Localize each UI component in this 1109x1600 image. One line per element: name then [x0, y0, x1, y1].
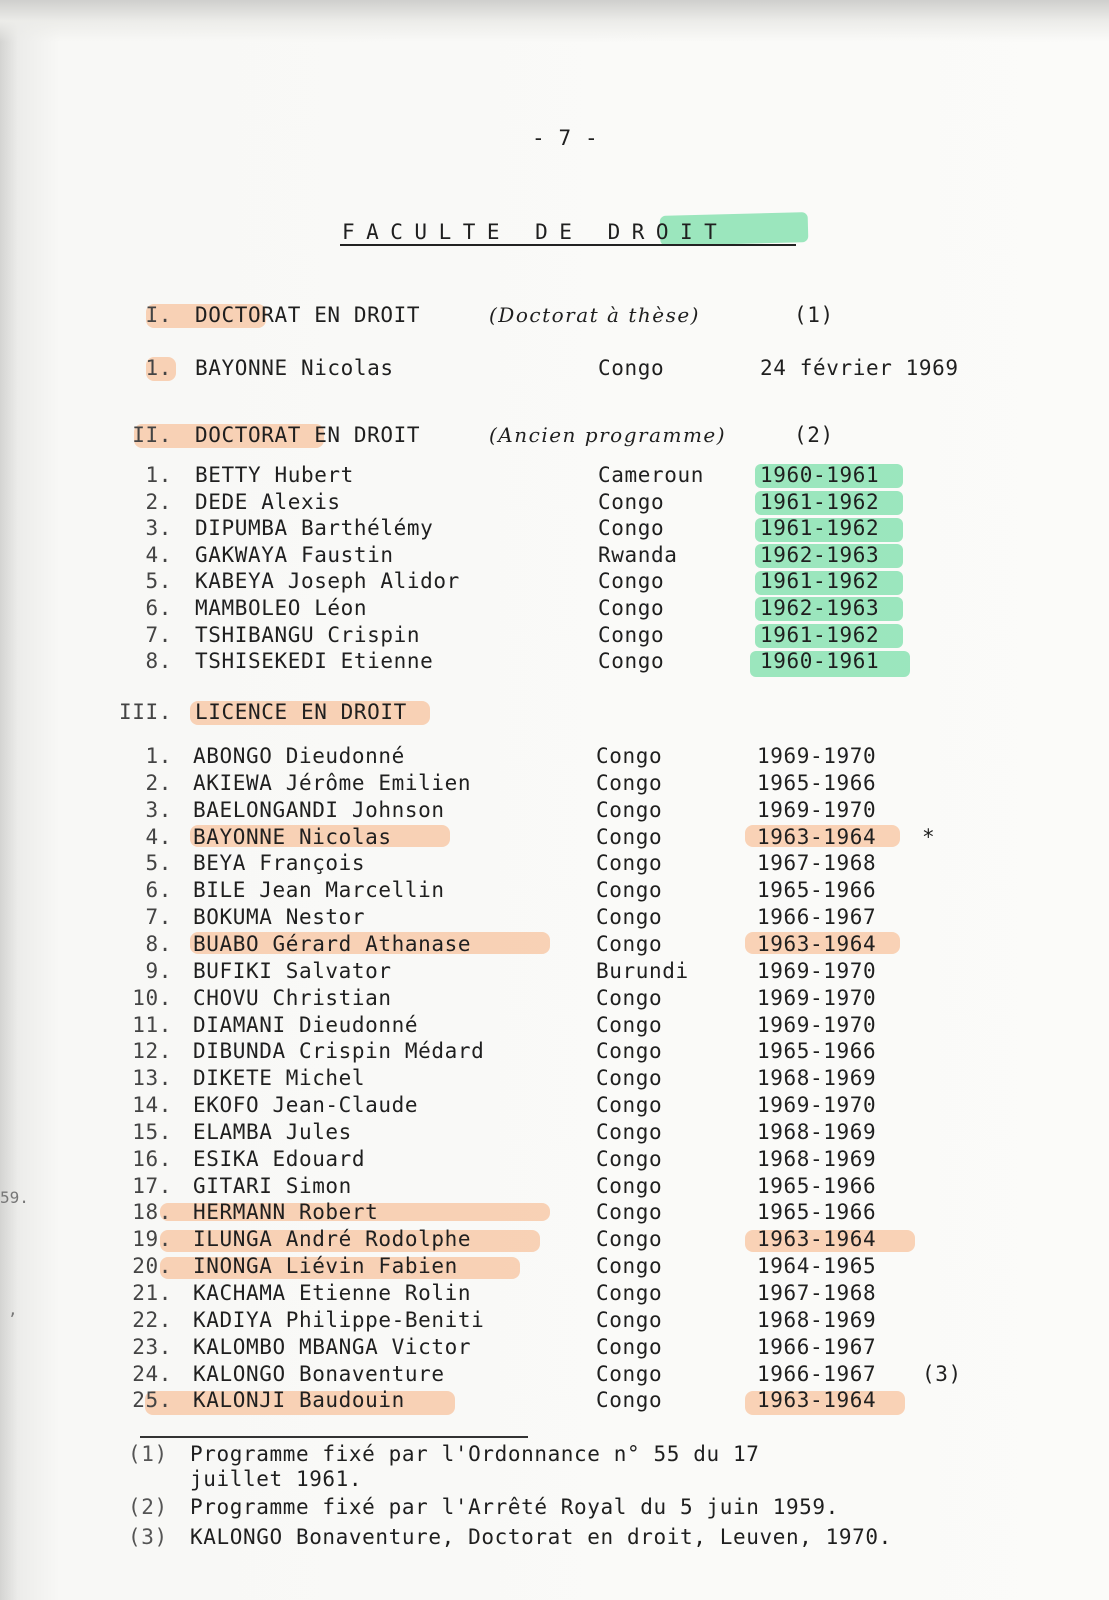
entry-name: BUFIKI Salvator	[193, 958, 392, 983]
entry-name: GAKWAYA Faustin	[195, 542, 394, 567]
entry-date: 1969-1970	[757, 985, 877, 1010]
entry-number: 10.	[132, 985, 172, 1010]
entry-number: 4.	[145, 824, 172, 849]
entry-date: 1968-1969	[757, 1066, 877, 1091]
entry-date: 24 février 1969	[760, 356, 959, 380]
margin-mark: 59.	[0, 1188, 29, 1207]
entry-name: MAMBOLEO Léon	[195, 596, 368, 620]
footnote-ref: (1)	[128, 1442, 168, 1466]
entry-country: Congo	[596, 1146, 663, 1171]
section-heading: DOCTORAT EN DROIT	[195, 423, 421, 447]
entry-date: 1969-1970	[757, 958, 877, 983]
section-subtitle: (Doctorat à thèse)	[489, 303, 700, 327]
entry-name: TSHISEKEDI Etienne	[195, 649, 434, 674]
entry-country: Congo	[596, 797, 663, 822]
entry-country: Congo	[596, 931, 663, 956]
entry-country: Congo	[596, 1039, 663, 1064]
entry-number: 15.	[132, 1119, 172, 1144]
entry-number: 2.	[145, 770, 172, 795]
entry-number: 3.	[145, 516, 172, 541]
entry-name: HERMANN Robert	[193, 1200, 379, 1225]
entry-number: 24.	[132, 1361, 172, 1386]
entry-number: 6.	[145, 596, 172, 620]
entry-name: INONGA Liévin Fabien	[193, 1254, 458, 1279]
entry-country: Congo	[596, 1227, 663, 1252]
entry-number: 5.	[145, 569, 172, 594]
entry-country: Congo	[596, 1388, 663, 1413]
margin-mark: ,	[8, 1300, 18, 1319]
entry-number: 22.	[132, 1307, 172, 1332]
entry-name: KALONJI Baudouin	[193, 1388, 405, 1413]
entry-name: BUABO Gérard Athanase	[193, 931, 472, 956]
footnote-text: juillet 1961.	[190, 1467, 363, 1491]
entry-mark: (3)	[922, 1361, 962, 1386]
entry-date: 1961-1962	[760, 516, 880, 541]
entry-country: Congo	[598, 516, 665, 541]
entry-country: Congo	[596, 1307, 663, 1332]
entry-number: 14.	[132, 1093, 172, 1118]
entry-country: Congo	[596, 1200, 663, 1225]
entry-country: Congo	[596, 1066, 663, 1091]
entry-number: 4.	[145, 542, 172, 567]
entry-date: 1960-1961	[760, 649, 880, 674]
entry-date: 1969-1970	[757, 744, 877, 768]
entry-country: Congo	[598, 489, 665, 514]
entry-date: 1965-1966	[757, 1173, 877, 1198]
footnote-rule	[140, 1436, 528, 1438]
entry-country: Congo	[598, 569, 665, 594]
section-heading: LICENCE EN DROIT	[195, 700, 407, 724]
entry-number: 2.	[145, 489, 172, 514]
footnote-ref: (2)	[794, 423, 834, 447]
footnote-ref: (1)	[794, 303, 834, 327]
entry-name: ILUNGA André Rodolphe	[193, 1227, 472, 1252]
entry-date: 1963-1964	[757, 931, 877, 956]
entry-name: DIAMANI Dieudonné	[193, 1012, 419, 1037]
entry-name: AKIEWA Jérôme Emilien	[193, 770, 472, 795]
entry-name: TSHIBANGU Crispin	[195, 622, 421, 647]
section-roman: II.	[132, 423, 172, 447]
entry-date: 1969-1970	[757, 797, 877, 822]
section-heading: DOCTORAT EN DROIT	[195, 303, 421, 327]
entry-date: 1963-1964	[757, 1388, 877, 1413]
entry-country: Congo	[596, 985, 663, 1010]
entry-mark: *	[922, 824, 936, 849]
entry-date: 1967-1968	[757, 851, 877, 876]
entry-country: Burundi	[596, 958, 689, 983]
entry-date: 1965-1966	[757, 770, 877, 795]
entry-name: KACHAMA Etienne Rolin	[193, 1281, 472, 1305]
entry-number: 21.	[132, 1281, 172, 1305]
entry-date: 1966-1967	[757, 905, 877, 930]
entry-date: 1967-1968	[757, 1281, 877, 1305]
entry-name: BAYONNE Nicolas	[193, 824, 392, 849]
entry-country: Congo	[596, 1012, 663, 1037]
footnote-text: KALONGO Bonaventure, Doctorat en droit, Leuven, 1970.	[190, 1525, 892, 1549]
entry-date: 1966-1967	[757, 1334, 877, 1359]
entry-country: Cameroun	[598, 463, 704, 487]
entry-country: Congo	[596, 744, 663, 768]
entry-date: 1968-1969	[757, 1119, 877, 1144]
entry-number: 9.	[145, 958, 172, 983]
entry-country: Congo	[596, 1093, 663, 1118]
entry-name: DIBUNDA Crispin Médard	[193, 1039, 485, 1064]
entry-country: Congo	[596, 1361, 663, 1386]
entry-name: KABEYA Joseph Alidor	[195, 569, 460, 594]
entry-date: 1965-1966	[757, 1200, 877, 1225]
entry-date: 1968-1969	[757, 1307, 877, 1332]
entry-name: ELAMBA Jules	[193, 1119, 352, 1144]
entry-name: KALOMBO MBANGA Victor	[193, 1334, 472, 1359]
entry-number: 1.	[145, 744, 172, 768]
entry-date: 1965-1966	[757, 1039, 877, 1064]
entry-name: GITARI Simon	[193, 1173, 352, 1198]
entry-date: 1969-1970	[757, 1093, 877, 1118]
title-underline	[340, 244, 796, 246]
entry-number: 11.	[132, 1012, 172, 1037]
entry-number: 13.	[132, 1066, 172, 1091]
entry-country: Congo	[596, 878, 663, 903]
entry-date: 1961-1962	[760, 569, 880, 594]
entry-country: Congo	[596, 824, 663, 849]
entry-country: Congo	[598, 596, 665, 620]
faculty-title: FACULTE DE DROIT	[342, 220, 729, 244]
entry-number: 3.	[145, 797, 172, 822]
entry-number: 20.	[132, 1254, 172, 1279]
entry-name: BAYONNE Nicolas	[195, 356, 394, 380]
entry-country: Congo	[596, 1254, 663, 1279]
entry-number: 16.	[132, 1146, 172, 1171]
entry-name: BOKUMA Nestor	[193, 905, 366, 930]
entry-date: 1963-1964	[757, 824, 877, 849]
entry-country: Congo	[598, 622, 665, 647]
entry-date: 1960-1961	[760, 463, 880, 487]
entry-date: 1966-1967	[757, 1361, 877, 1386]
entry-name: KALONGO Bonaventure	[193, 1361, 445, 1386]
entry-number: 7.	[145, 905, 172, 930]
page-number: - 7 -	[532, 126, 599, 150]
scan-shadow	[0, 0, 1109, 42]
entry-country: Congo	[596, 770, 663, 795]
entry-number: 8.	[145, 649, 172, 674]
entry-number: 19.	[132, 1227, 172, 1252]
entry-number: 8.	[145, 931, 172, 956]
entry-name: BAELONGANDI Johnson	[193, 797, 445, 822]
entry-date: 1969-1970	[757, 1012, 877, 1037]
footnote-ref: (3)	[128, 1525, 168, 1549]
entry-number: 12.	[132, 1039, 172, 1064]
section-subtitle: (Ancien programme)	[489, 423, 727, 447]
entry-country: Congo	[596, 851, 663, 876]
entry-country: Rwanda	[598, 542, 678, 567]
section-roman: III.	[119, 700, 172, 724]
entry-name: BILE Jean Marcellin	[193, 878, 445, 903]
entry-name: ESIKA Edouard	[193, 1146, 366, 1171]
entry-number: 1.	[145, 463, 172, 487]
entry-number: 6.	[145, 878, 172, 903]
entry-number: 7.	[145, 622, 172, 647]
entry-name: BEYA François	[193, 851, 366, 876]
entry-date: 1962-1963	[760, 542, 880, 567]
entry-name: BETTY Hubert	[195, 463, 354, 487]
footnote-ref: (2)	[128, 1495, 168, 1519]
entry-country: Congo	[596, 1119, 663, 1144]
entry-number: 1.	[145, 356, 172, 380]
entry-date: 1968-1969	[757, 1146, 877, 1171]
entry-number: 5.	[145, 851, 172, 876]
entry-country: Congo	[596, 1173, 663, 1198]
entry-date: 1963-1964	[757, 1227, 877, 1252]
entry-number: 17.	[132, 1173, 172, 1198]
entry-country: Congo	[596, 1334, 663, 1359]
entry-name: KADIYA Philippe-Beniti	[193, 1307, 485, 1332]
entry-name: ABONGO Dieudonné	[193, 744, 405, 768]
entry-country: Congo	[596, 1281, 663, 1305]
entry-number: 23.	[132, 1334, 172, 1359]
footnote-text: Programme fixé par l'Arrêté Royal du 5 juin 1959.	[190, 1495, 839, 1519]
entry-date: 1964-1965	[757, 1254, 877, 1279]
entry-date: 1965-1966	[757, 878, 877, 903]
entry-date: 1961-1962	[760, 622, 880, 647]
section-roman: I.	[145, 303, 172, 327]
footnote-text: Programme fixé par l'Ordonnance n° 55 du 17	[190, 1442, 760, 1466]
entry-name: DIPUMBA Barthélémy	[195, 516, 434, 541]
entry-name: DEDE Alexis	[195, 489, 341, 514]
entry-country: Congo	[596, 905, 663, 930]
entry-date: 1961-1962	[760, 489, 880, 514]
entry-number: 25.	[132, 1388, 172, 1413]
entry-name: EKOFO Jean-Claude	[193, 1093, 419, 1118]
entry-name: DIKETE Michel	[193, 1066, 366, 1091]
entry-country: Congo	[598, 649, 665, 674]
entry-name: CHOVU Christian	[193, 985, 392, 1010]
entry-date: 1962-1963	[760, 596, 880, 620]
entry-number: 18.	[132, 1200, 172, 1225]
entry-country: Congo	[598, 356, 665, 380]
